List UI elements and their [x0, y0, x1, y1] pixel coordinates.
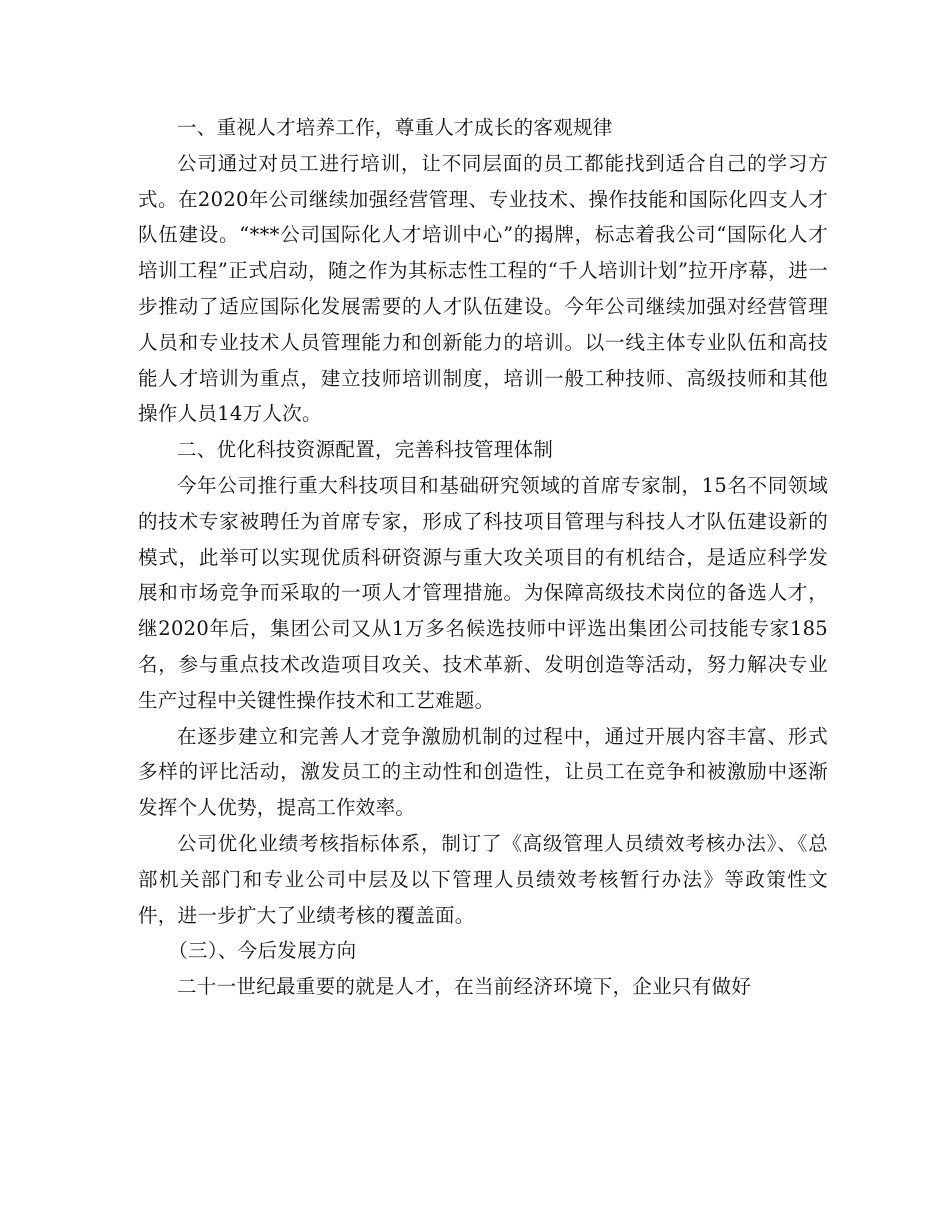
section-3-paragraph-1: 二十一世纪最重要的就是人才，在当前经济环境下，企业只有做好	[177, 975, 752, 999]
section-2-paragraph-3: 公司优化业绩考核指标体系，制订了《高级管理人员绩效考核办法》、《总部机关部门和专业公司中层及以下管理人员绩效考核暂行办法》等政策性文件，进一步扩大了业绩考核的覆盖面。	[138, 831, 828, 927]
section-1-paragraph-1: 公司通过对员工进行培训，让不同层面的员工都能找到适合自己的学习方式。在2020年公司继续加强经营管理、专业技术、操作技能和国际化四支人才队伍建设。“***公司国际化人才培训中心”的揭牌，标志着我公司“国际化人才培训工程”正式启动，随之作为其标志性工程的“千人培训计划”拉开序幕，进一步推动了适应国际化发展需要的人才队伍建设。今年公司继续加强对经营管理人员和专业技术人员管理能力和创新能力的培训。以一线主体专业队伍和高技能人才培训为重点，建立技师培训制度，培训一般工种技师、高级技师和其他操作人员14万人次。	[138, 151, 828, 426]
section-2-paragraph-1: 今年公司推行重大科技项目和基础研究领域的首席专家制，15名不同领域的技术专家被聘任为首席专家，形成了科技项目管理与科技人才队伍建设新的模式，此举可以实现优质科研资源与重大攻关项目的有机结合，是适应科学发展和市场竞争而采取的一项人才管理措施。为保障高级技术岗位的备选人才，继2020年后，集团公司又从1万多名候选技师中评选出集团公司技能专家185名，参与重点技术改造项目攻关、技术革新、发明创造等活动，努力解决专业生产过程中关键性操作技术和工艺难题。	[138, 473, 828, 712]
document-body	[138, 110, 828, 1005]
section-2-paragraph-2: 在逐步建立和完善人才竞争激励机制的过程中，通过开展内容丰富、形式多样的评比活动，激发员工的主动性和创造性，让员工在竞争和被激励中逐渐发挥个人优势，提高工作效率。	[138, 724, 828, 820]
section-heading-3: （三）、今后发展方向	[168, 939, 357, 963]
section-heading-1: 一、重视人才培养工作，尊重人才成长的客观规律	[177, 116, 613, 139]
section-heading-2: 二、优化科技资源配置，完善科技管理体制	[177, 438, 554, 462]
